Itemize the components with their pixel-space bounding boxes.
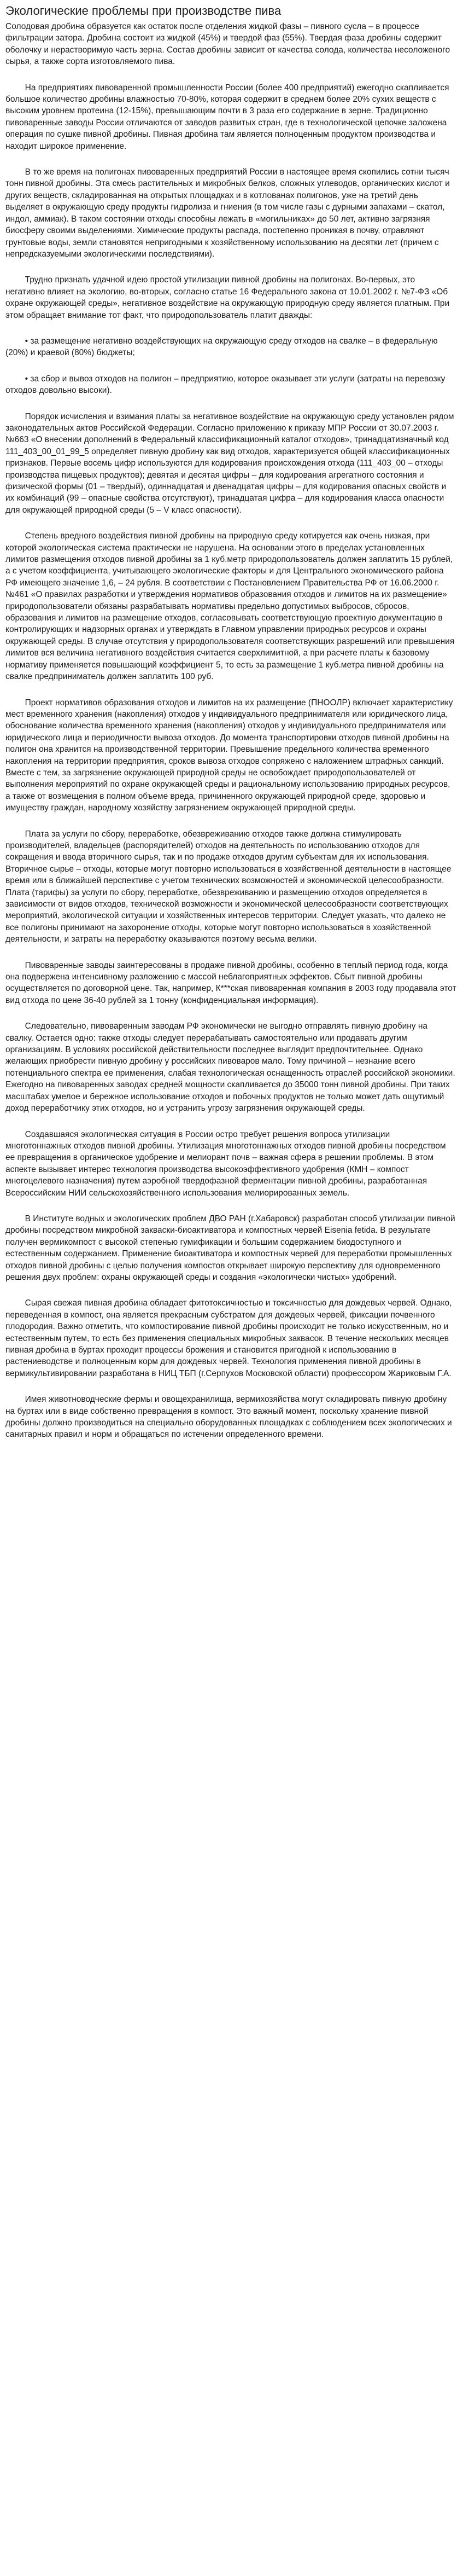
article-paragraph: В Институте водных и экологических проблем ДВО РАН (г.Хабаровск) разработан способ утилизации пивной дробины посредством микробной закваски-биоактиватора и компостных червей Eisenia fetida. В результате получен вермикомпост с высокой степенью гумификации и большим содержанием биодоступного и естественным содержанием. Применение биоактиватора и компостных червей для переработки промышленных отходов пивной дробины с целью получения компостов открывает широкую перспективу для одновременного решения двух проблем: охраны окружающей среды и создания «экологически чистых» удобрений.	[5, 1214, 455, 1282]
article-paragraph: Сырая свежая пивная дробина обладает фитотоксичностью и токсичностью для дождевых червей. Однако, переведенная в компост, она является прекрасным субстратом для дождевых червей, фиксации почвенного плодородия. Важно отметить, что компостирование пивной дробины происходит не только искусственным, но и естественным путем, то есть без применения специальных микробных заквасок. В течение нескольких месяцев пивная дробина в буртах проходит процессы брожения и становится пригодной к использованию в растениеводстве и полноценным корм для дождевых червей. Технология применения пивной дробины в вермикультивировании разработана в НИЦ ТБП (г.Серпухов Московской области) профессором Жариковым Г.А.	[5, 1298, 452, 1378]
article-paragraph: Степень вредного воздействия пивной дробины на природную среду котируется как очень низкая, при которой экологическая система практически не нарушена. На основании этого в пределах установленных лимитов размещения отходов пивной дробины за 1 куб.метр природопользователь должен заплатить 15 рублей, а с учетом коэффициента, учитывающего экологические факторы и для Центрального экономического района РФ имеющего значение 1,6, – 24 рубля. В соответствии с Постановлением Правительства РФ от 16.06.2000 г. №461 «О правилах разработки и утверждения нормативов образования отходов и лимитов на их размещение» природопользователи обязаны разрабатывать нормативы предельно допустимых выбросов, сбросов, образования и лимитов на размещение отходов, согласовывать соответствующую проектную документацию в контролирующих и надзорных органах и утверждать в Главном управлении природных ресурсов и охраны окружающей среды. В случае отсутствия у природопользователя соответствующих разрешений или превышения лимитов вся величина негативного воздействия считается сверхлимитной, а при расчете платы к базовому нормативу применяется повышающий коэффициент 5, то есть за размещение 1 куб.метра пивной дробины на свалке предприниматель должен заплатить 100 руб.	[5, 531, 455, 682]
article-list-item: • за размещение негативно воздействующих на окружающую среду отходов на свалке – в федеральную (20%) и краевой (80%) бюджеты;	[5, 336, 438, 358]
article-paragraph: Плата за услуги по сбору, переработке, обезвреживанию отходов также должна стимулировать производителей, владельцев (распорядителей) отходов на деятельность по использованию отходов для сокращения и ввода вторичного сырья, так и по продаже отходов другим субъектам для их использования. Вторичное сырье – отходы, которые могут повторно использоваться в хозяйственной деятельности в настоящее время или в ближайшей перспективе с учетом технических возможностей и экономической целесообразности. Плата (тарифы) за услуги по сбору, переработке, обезвреживанию и размещению отходов определяется в зависимости от видов отходов, технической возможности и экономической целесообразности соответствующих мероприятий, экологической ситуации и хозяйственных интересов территории. Следует указать, что далеко не все полигоны принимают на захоронение отходы, которые могут повторно использоваться в хозяйственной деятельности, и затраты на переработку оказываются поэтому весьма велики.	[5, 829, 452, 944]
article-paragraph: В то же время на полигонах пивоваренных предприятий России в настоящее время скопились сотни тысяч тонн пивной дробины. Эта смесь растительных и микробных белков, сложных углеводов, органических кислот и других веществ, складированная на открытых площадках и в котлованах полигонов, уже на третий день выделяет в окружающую среду продукты гидролиза и гниения (в том числе газы с дурными запахами – скатол, индол, аммиак). В таком состоянии отходы способны лежать в «могильниках» до 50 лет, активно загрязняя биосферу своими выделениями. Химические продукты распада, постепенно проникая в почву, отравляют грунтовые воды, земли становятся непригодными к хозяйственному использованию на десятки лет (причем с непредсказуемыми экологическими последствиями).	[5, 167, 450, 259]
article-paragraph: Проект нормативов образования отходов и лимитов на их размещение (ПНООЛР) включает характеристику мест временного хранения (накопления) отходов у индивидуального предпринимателя или юридического лица, обоснование количества временного хранения (накопления) отходов у индивидуального предпринимателя или юридического лица и периодичности вывоза отходов. До момента транспортировки отходов пивной дробины на полигон она хранится на производственной территории. Превышение предельного количества временного накопления на территории предприятия, сроков вывоза отходов сопряжено с наложением штрафных санкций. Вместе с тем, за загрязнение окружающей природной среды не освобождает природопользователей от выполнения мероприятий по охране окружающей среды и рациональному использованию природных ресурсов, а также от возмещения в полном объеме вреда, причиненного окружающей природной среде, здоровью и имуществу граждан, народному хозяйству загрязнением окружающей природной среды.	[5, 698, 453, 813]
article-paragraph: Трудно признать удачной идею простой утилизации пивной дробины на полигонах. Во-первых, это негативно влияет на экологию, во-вторых, согласно статье 16 Федерального закона от 10.01.2002 г. №7-ФЗ «Об охране окружающей среды», негативное воздействие на окружающую природную среду является платным. При этом обращает внимание тот факт, что природопользователь платит дважды:	[5, 275, 450, 320]
article-paragraph: Порядок исчисления и взимания платы за негативное воздействие на окружающую среду установлен рядом законодательных актов Российской Федерации. Согласно приложению к приказу МПР России от 30.07.2003 г. №663 «О внесении дополнений в Федеральный классификационный каталог отходов», тринадцатизначный код 111_403_00_01_99_5 определяет пивную дробину как вид отходов, характеризуется общей классификационных признаков. Первые восемь цифр используются для кодирования происхождения отхода (111_403_00 – отходы производства пищевых продуктов); девятая и десятая цифры – для кодирования агрегатного состояния и физической формы (01 – твердый), одиннадцатая и двенадцатая цифры – для кодирования опасных свойств и их комбинаций (99 – опасные свойства отсутствуют), тринадцатая цифра – для кодирования класса опасности для окружающей природной среды (5 – V класс опасности).	[5, 411, 454, 515]
article-paragraph: Имея животноводческие фермы и овощехранилища, вермихозяйства могут складировать пивную дробину на буртах или в виде собственно превращения в компост. Это важный момент, поскольку хранение пивной дробины должно производиться на специально оборудованных площадках с соблюдением всех экологических и санитарных правил и норм и обращаться по истечении определенного времени.	[5, 1395, 452, 1440]
article-paragraph: Пивоваренные заводы заинтересованы в продаже пивной дробины, особенно в теплый период года, когда она подвержена интенсивному разложению с массой неблагоприятных эффектов. Сбыт пивной дробины осуществляется по договорной цене. Так, например, К***ская пивоваренная компания в 2003 году продавала этот вид отхода по цене 36-40 рублей за 1 тонну (конфиденциальная информация).	[5, 960, 456, 1005]
article-paragraph: Следовательно, пивоваренным заводам РФ экономически не выгодно отправлять пивную дробину на свалку. Остается одно: также отходы следует перерабатывать самостоятельно или продавать другим организациям. В условиях российской действительности последнее выглядит предпочтительнее. Однако желающих приобрести пивную дробину у российских пивоваров мало. Тому причиной – незнание всего потенциального спектра ее применения, слабая технологическая оснащенность отраслей российской экономики. Ежегодно на пивоваренных заводах средней мощности скапливается до 35000 тонн пивной дробины. При таких масштабах умелое и бережное использование отходов и побочных продуктов не только может дать ощутимый доход переработчику этих отходов, но и устранить угрозу загрязнения окружающей среды.	[5, 1022, 455, 1113]
article-paragraph: Солодовая дробина образуется как остаток после отделения жидкой фазы – пивного сусла – в процессе фильтрации затора. Дробина состоит из жидкой (45%) и твердой фаз (55%). Твердая фаза дробины содержит оболочку и нерастворимую часть зерна. Состав дробины зависит от качества солода, количества несоложеного сырья, а также сорта изготовляемого пива.	[5, 22, 450, 67]
article-paragraph: Создавшаяся экологическая ситуация в России остро требует решения вопроса утилизации многотоннажных отходов пивной дробины. Утилизация многотоннажных отходов пивной дробины посредством ее превращения в органическое удобрение и мелиорант почв – важная сфера в решении проблемы. В этом аспекте вызывает интерес технология производства высокоэффективного удобрения (КМН – компост многоцелевого назначения) путем аэробной твердофазной ферментации пивной дробины, разработанная Всероссийским НИИ сельскохозяйственного использования мелиорированных земель.	[5, 1129, 446, 1198]
article-title: Экологические проблемы при производстве пива	[5, 4, 282, 18]
article-body	[5, 21, 456, 1441]
article-paragraph: На предприятиях пивоваренной промышленности России (более 400 предприятий) ежегодно скапливается большое количество дробины влажностью 70-80%, которая содержит в среднем более 20% сухих веществ с высоким уровнем протеина (12-15%), превышающим почти в 3 раза его содержание в зерне. Традиционно пивоваренные заводы России отличаются от заводов развитых стран, где в технологической цепочке заложена операция по сушке пивной дробины. Пивная дробина там является полноценным продуктом производства и находит широкое применение.	[5, 83, 449, 151]
article-list-item: • за сбор и вывоз отходов на полигон – предприятию, которое оказывает эти услуги (затраты на перевозку отходов довольно высоки).	[5, 374, 446, 396]
